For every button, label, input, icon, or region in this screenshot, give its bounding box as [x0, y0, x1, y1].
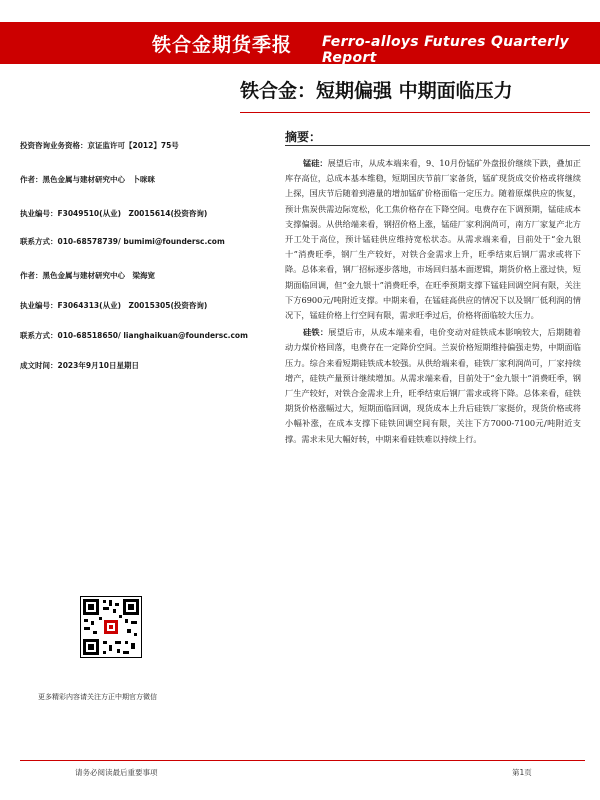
qr-caption: 更多精彩内容请关注方正中期官方微信 — [38, 693, 157, 701]
title-divider — [240, 112, 590, 113]
report-banner — [0, 22, 600, 64]
license-number-2: 执业编号：F3064313(从业) Z0015305(投资咨询) — [20, 301, 208, 310]
si-lead: 硅铁： — [303, 327, 329, 338]
author-line-1: 作者：黑色金属与建材研究中心 卜咪咪 — [20, 175, 155, 184]
footer-disclaimer: 请务必阅读最后重要事项 — [75, 768, 158, 777]
summary-body — [285, 156, 581, 449]
summary-heading: 摘要： — [285, 130, 322, 144]
contact-line-1: 联系方式：010-68578739/ bumimi@foundersc.com — [20, 237, 225, 246]
report-title: 铁合金：短期偏强 中期面临压力 — [240, 80, 513, 102]
date-line: 成文时间：2023年9月10日星期日 — [20, 361, 140, 370]
license-number-1: 执业编号：F3049510(从业) Z0015614(投资咨询) — [20, 209, 208, 218]
mn-paragraph — [285, 156, 581, 323]
contact-line-2: 联系方式：010-68518650/ lianghaikuan@foundersc.com — [20, 331, 248, 340]
si-paragraph — [285, 325, 581, 447]
banner-title-cn: 铁合金期货季报 — [152, 34, 293, 56]
mn-text: 展望后市，从成本端来看，9、10月份锰矿外盘报价继续下跌，叠加正库存高位，总成本基本维稳，短期国庆节前厂家备货，锰矿现货成交价格或将继续上探，国庆节后随着到港量的增加锰矿价格面临一定压力。随着原煤供应的恢复，预计焦炭供需边际宽松，化工焦价格存在下降空间。电费存在下调预期，锰硅成本支撑偏弱。从供给端来看，钢招价格上涨，锰硅厂家利润尚可，南方厂家复产北方开工处于高位，预计锰硅供应维持宽松状态。从需求端来看，目前处于“金九银十”消费旺季，钢厂生产较好，对铁合金需求上升，旺季结束后钢厂需求或将下降。总体来看，钢厂招标逐步落地，市场回归基本面逻辑，期货价格上涨过快，短期面临回调，但“金九银十”消费旺季，在旺季预期支撑下锰硅回调空间有限，关注下方6900元/吨附近支撑。中期来看，在锰硅高供应的情况下以及钢厂低利润的情况下，锰硅价格上行空间有限，需求旺季过后，价格将面临较大压力。 — [285, 158, 581, 321]
page-number: 第1页 — [512, 768, 532, 777]
qr-code-graphic — [81, 597, 141, 657]
banner-title-en: Ferro-alloys Futures Quarterly Report — [322, 34, 569, 66]
license-line: 投资咨询业务资格：京证监许可【2012】75号 — [20, 141, 179, 150]
mn-lead: 锰硅： — [303, 158, 328, 168]
author-line-2: 作者：黑色金属与建材研究中心 梁海宽 — [20, 271, 155, 280]
footer-divider — [20, 760, 585, 761]
summary-divider — [285, 145, 590, 146]
si-text: 展望后市，从成本端来看，电价变动对硅铁成本影响较大，后期随着动力煤价格回落，电费存在一定降价空间。兰炭价格短期维持偏强走势，中期面临压力。综合来看短期硅铁成本较强。从供给端来看，硅铁厂家利润尚可，厂家持续增产，硅铁产量预计继续增加。从需求端来看，目前处于“金九银十”消费旺季，钢厂生产较好，对铁合金需求上升，旺季结束后钢厂需求或将下降。总体来看，硅铁期货价格涨幅过大，短期面临回调，现货成本上升后硅铁厂家挺价，现货价格或将小幅补涨，在成本支撑下硅铁回调空间有限，关注下方7000-7100元/吨附近支撑。需求未见大幅好转，中期来看硅铁难以持续上行。 — [285, 327, 581, 444]
qr-code-icon — [80, 596, 142, 658]
